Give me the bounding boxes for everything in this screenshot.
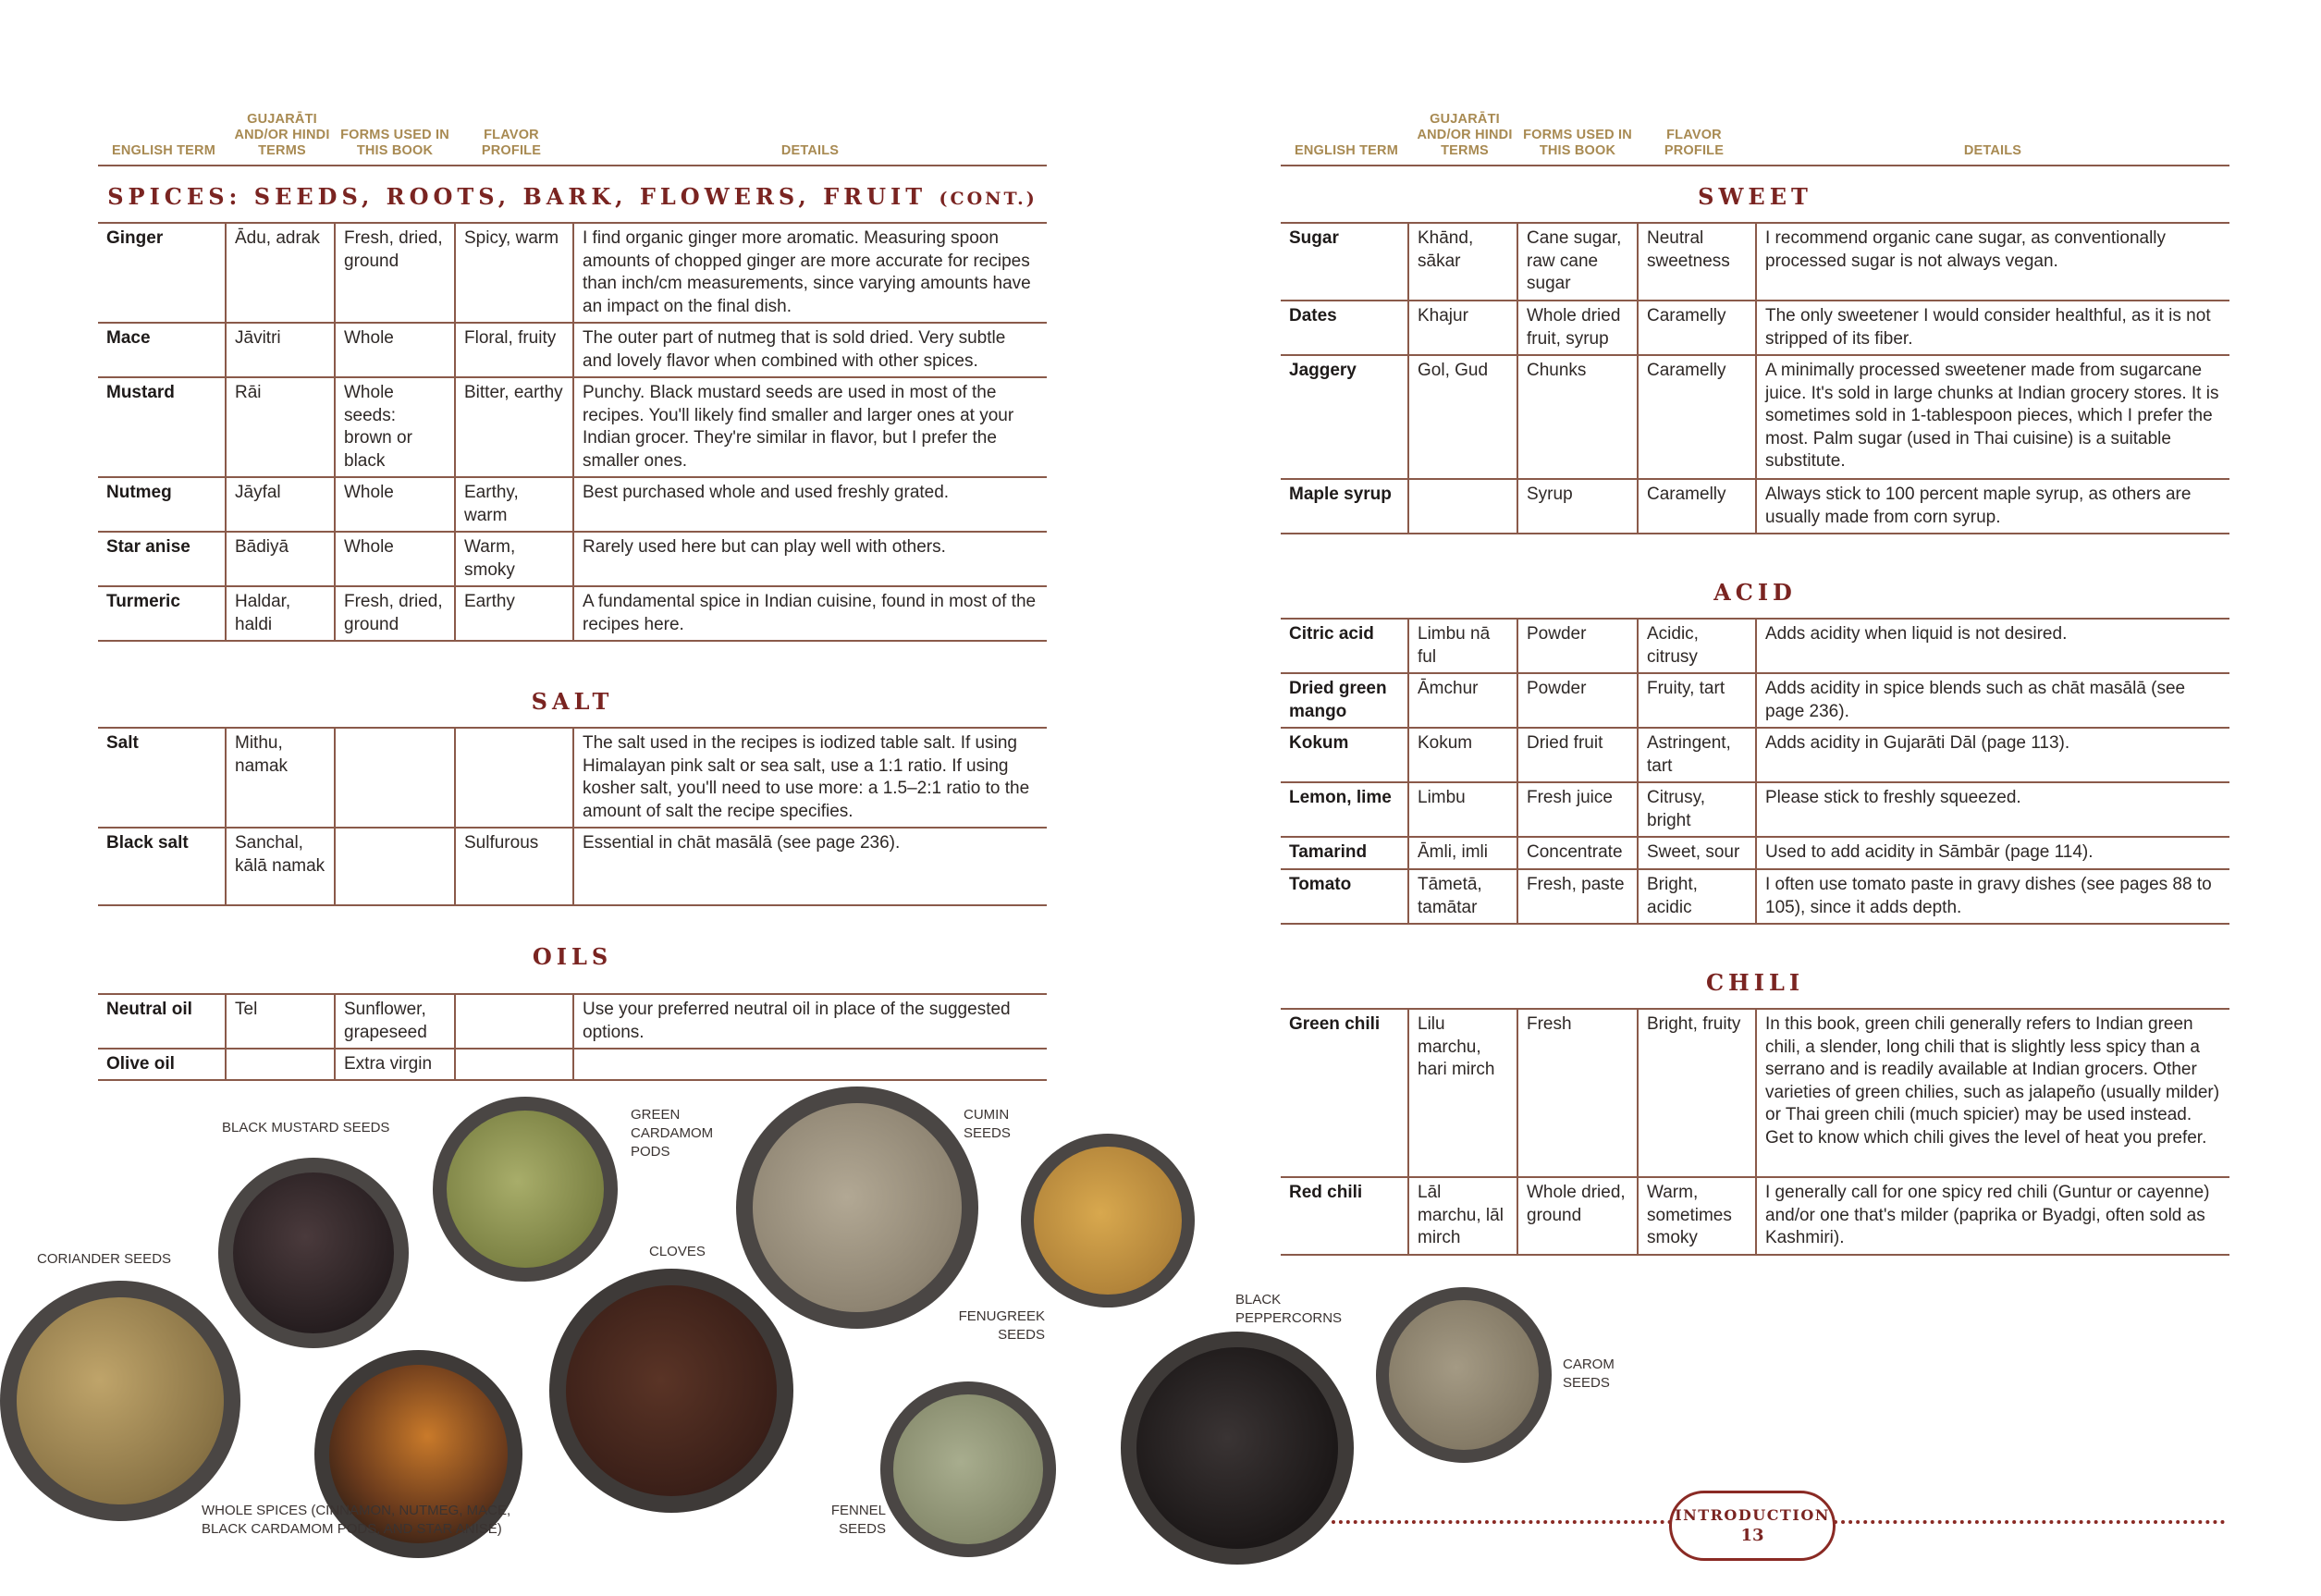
- spices-section-title: [98, 183, 1047, 210]
- cumin-seeds-label: CUMIN SEEDS: [964, 1107, 1011, 1141]
- footer-dotted-rule-left: [1332, 1520, 1672, 1524]
- term-cell: Mace: [98, 323, 226, 377]
- chili-section-title: CHILI: [1705, 969, 1805, 996]
- table-row: [1281, 673, 2229, 728]
- header-english-term: ENGLISH TERM: [1295, 143, 1398, 158]
- table-row: [98, 728, 1047, 828]
- table-row: [1281, 728, 2229, 782]
- flavor-cell: Warm, smoky: [455, 532, 573, 586]
- term-cell: Ginger: [98, 223, 226, 323]
- details-cell: Best purchased whole and used freshly grated.: [573, 477, 1047, 532]
- column-header-row: [1281, 109, 2229, 166]
- table-row: [98, 828, 1047, 905]
- column-header-row: [98, 109, 1047, 166]
- page-number: 13: [1740, 1526, 1764, 1545]
- black-peppercorns-label: BLACK PEPPERCORNS: [1235, 1292, 1343, 1326]
- forms-cell: [335, 728, 455, 828]
- flavor-cell: Sweet, sour: [1638, 837, 1756, 869]
- salt-table: [98, 727, 1047, 906]
- term-cell: Neutral oil: [98, 994, 226, 1049]
- hindi-cell: Sanchal, kālā namak: [226, 828, 335, 905]
- table-row: [98, 994, 1047, 1049]
- hindi-cell: [226, 1049, 335, 1080]
- table-row: [1281, 1177, 2229, 1255]
- hindi-cell: Bādiyā: [226, 532, 335, 586]
- details-cell: The only sweetener I would consider healthful, as it is not stripped of its fiber.: [1756, 301, 2229, 355]
- hindi-cell: Limbu nā ful: [1408, 619, 1517, 673]
- details-cell: Adds acidity in spice blends such as chāt masālā (see page 236).: [1756, 673, 2229, 728]
- flavor-cell: Earthy, warm: [455, 477, 573, 532]
- table-row: [1281, 869, 2229, 924]
- forms-cell: Whole: [335, 477, 455, 532]
- table-row: [1281, 837, 2229, 869]
- hindi-cell: Gol, Gud: [1408, 355, 1517, 479]
- flavor-cell: Spicy, warm: [455, 223, 573, 323]
- table-row: [98, 477, 1047, 532]
- fennel-seeds-label: FENNEL SEEDS: [830, 1503, 886, 1537]
- spices-title-cont: (CONT.): [939, 189, 1038, 209]
- hindi-cell: Mithu, namak: [226, 728, 335, 828]
- forms-cell: Chunks: [1517, 355, 1638, 479]
- table-row: [98, 323, 1047, 377]
- term-cell: Salt: [98, 728, 226, 828]
- section-name: INTRODUCTION: [1675, 1506, 1830, 1524]
- hindi-cell: Kokum: [1408, 728, 1517, 782]
- carom-seeds-label: CAROM SEEDS: [1563, 1357, 1615, 1391]
- details-cell: The outer part of nutmeg that is sold dried. Very subtle and lovely flavor when combined with other spices.: [573, 323, 1047, 377]
- left-page: [0, 0, 1160, 1596]
- details-cell: Punchy. Black mustard seeds are used in most of the recipes. You'll likely find smaller and larger ones at your Indian grocer. They're similar in flavor, but I prefer the smaller ones.: [573, 377, 1047, 477]
- flavor-cell: Fruity, tart: [1638, 673, 1756, 728]
- term-cell: Kokum: [1281, 728, 1408, 782]
- flavor-cell: Caramelly: [1638, 301, 1756, 355]
- term-cell: Red chili: [1281, 1177, 1408, 1255]
- acid-section-title: ACID: [1713, 579, 1797, 606]
- table-row: [1281, 355, 2229, 479]
- flavor-cell: Bitter, earthy: [455, 377, 573, 477]
- term-cell: Star anise: [98, 532, 226, 586]
- forms-cell: Whole: [335, 323, 455, 377]
- hindi-cell: Ādu, adrak: [226, 223, 335, 323]
- term-cell: Mustard: [98, 377, 226, 477]
- green-cardamom-pods-label: GREEN CARDAMOM PODS: [631, 1107, 714, 1160]
- forms-cell: Powder: [1517, 673, 1638, 728]
- forms-cell: Concentrate: [1517, 837, 1638, 869]
- hindi-cell: Āmchur: [1408, 673, 1517, 728]
- details-cell: A fundamental spice in Indian cuisine, found in most of the recipes here.: [573, 586, 1047, 641]
- details-cell: Always stick to 100 percent maple syrup, as others are usually made from corn syrup.: [1756, 479, 2229, 534]
- forms-cell: Fresh, paste: [1517, 869, 1638, 924]
- details-cell: I often use tomato paste in gravy dishes (see pages 88 to 105), since it adds depth.: [1756, 869, 2229, 924]
- forms-cell: Whole: [335, 532, 455, 586]
- term-cell: Tomato: [1281, 869, 1408, 924]
- sweet-table: [1281, 222, 2229, 534]
- black-mustard-seeds-label: BLACK MUSTARD SEEDS: [222, 1120, 390, 1136]
- term-cell: Maple syrup: [1281, 479, 1408, 534]
- term-cell: Tamarind: [1281, 837, 1408, 869]
- term-cell: Dried green mango: [1281, 673, 1408, 728]
- forms-cell: Whole dried fruit, syrup: [1517, 301, 1638, 355]
- section-page-badge: [1669, 1491, 1836, 1561]
- table-row: [1281, 782, 2229, 837]
- details-cell: In this book, green chili generally refers to Indian green chili, a slender, long chili that is slightly less spicy than a serrano and is readily available at Indian grocers. Other varieties of green chilies, such as jalapeño (usually milder) or Thai green chili (much spicier) may be used instead. Get to know which chili gives the level of heat you prefer.: [1756, 1009, 2229, 1177]
- spices-table: [98, 222, 1047, 642]
- flavor-cell: Acidic, citrusy: [1638, 619, 1756, 673]
- cumin-seeds-bowl: [736, 1087, 978, 1329]
- table-row: [98, 1049, 1047, 1080]
- carom-seeds-bowl: [1376, 1287, 1552, 1463]
- hindi-cell: Jāvitri: [226, 323, 335, 377]
- acid-table: [1281, 618, 2229, 925]
- flavor-cell: [455, 1049, 573, 1080]
- details-cell: I recommend organic cane sugar, as conventionally processed sugar is not always vegan.: [1756, 223, 2229, 301]
- black-mustard-seeds-bowl: [218, 1158, 409, 1348]
- forms-cell: Whole dried, ground: [1517, 1177, 1638, 1255]
- details-cell: Please stick to freshly squeezed.: [1756, 782, 2229, 837]
- forms-cell: Sunflower, grapeseed: [335, 994, 455, 1049]
- term-cell: Olive oil: [98, 1049, 226, 1080]
- flavor-cell: Neutral sweetness: [1638, 223, 1756, 301]
- term-cell: Sugar: [1281, 223, 1408, 301]
- details-cell: [573, 1049, 1047, 1080]
- term-cell: Dates: [1281, 301, 1408, 355]
- term-cell: Nutmeg: [98, 477, 226, 532]
- hindi-cell: [1408, 479, 1517, 534]
- details-cell: I find organic ginger more aromatic. Measuring spoon amounts of chopped ginger are more accurate for recipes than inch/cm measurements, since varying amounts have an impact on the final dish.: [573, 223, 1047, 323]
- hindi-cell: Lilu marchu, hari mirch: [1408, 1009, 1517, 1177]
- forms-cell: Fresh, dried, ground: [335, 223, 455, 323]
- forms-cell: Whole seeds: brown or black: [335, 377, 455, 477]
- header-flavor-profile: FLAVOR PROFILE: [1664, 128, 1725, 158]
- flavor-cell: Earthy: [455, 586, 573, 641]
- term-cell: Lemon, lime: [1281, 782, 1408, 837]
- details-cell: Use your preferred neutral oil in place of the suggested options.: [573, 994, 1047, 1049]
- table-row: [98, 377, 1047, 477]
- cloves-bowl: [549, 1269, 793, 1513]
- header-details: DETAILS: [780, 143, 840, 158]
- flavor-cell: Warm, sometimes smoky: [1638, 1177, 1756, 1255]
- forms-cell: Fresh: [1517, 1009, 1638, 1177]
- header-forms-used: FORMS USED IN THIS BOOK: [1523, 128, 1632, 158]
- right-page: [1160, 0, 2321, 1596]
- header-gujarati-terms: GUJARĀTI AND/OR HINDI TERMS: [1417, 112, 1513, 158]
- table-row: [98, 532, 1047, 586]
- table-row: [1281, 1009, 2229, 1177]
- table-row: [98, 586, 1047, 641]
- table-row: [1281, 619, 2229, 673]
- flavor-cell: [455, 994, 573, 1049]
- forms-cell: Fresh juice: [1517, 782, 1638, 837]
- oils-section-title: OILS: [532, 943, 613, 970]
- spices-title-text: SPICES: SEEDS, ROOTS, BARK, FLOWERS, FRUIT: [107, 183, 927, 210]
- hindi-cell: Tāmetā, tamātar: [1408, 869, 1517, 924]
- forms-cell: Powder: [1517, 619, 1638, 673]
- flavor-cell: Caramelly: [1638, 479, 1756, 534]
- footer-dotted-rule-right: [1834, 1520, 2225, 1524]
- header-flavor-profile: FLAVOR PROFILE: [481, 128, 542, 158]
- coriander-seeds-label: CORIANDER SEEDS: [37, 1251, 172, 1267]
- hindi-cell: Khānd, sākar: [1408, 223, 1517, 301]
- hindi-cell: Haldar, haldi: [226, 586, 335, 641]
- flavor-cell: Astringent, tart: [1638, 728, 1756, 782]
- fennel-seeds-bowl: [880, 1381, 1056, 1557]
- table-row: [1281, 479, 2229, 534]
- sweet-section-title: SWEET: [1698, 183, 1812, 210]
- whole-spices-label: WHOLE SPICES (CINNAMON, NUTMEG, MACE, BLACK CARDAMOM PODS, AND STAR ANISE): [202, 1503, 511, 1537]
- details-cell: Rarely used here but can play well with others.: [573, 532, 1047, 586]
- forms-cell: Cane sugar, raw cane sugar: [1517, 223, 1638, 301]
- forms-cell: Fresh, dried, ground: [335, 586, 455, 641]
- hindi-cell: Jāyfal: [226, 477, 335, 532]
- details-cell: The salt used in the recipes is iodized table salt. If using Himalayan pink salt or sea salt, use a 1:1 ratio. If using kosher salt, you'll need to use more: a 1.5–2:1 ratio to the amount of salt the recipe specifies.: [573, 728, 1047, 828]
- flavor-cell: Bright, fruity: [1638, 1009, 1756, 1177]
- details-cell: I generally call for one spicy red chili (Guntur or cayenne) and/or one that's milder (paprika or Byadgi, often sold as Kashmiri).: [1756, 1177, 2229, 1255]
- hindi-cell: Rāi: [226, 377, 335, 477]
- table-row: [98, 223, 1047, 323]
- details-cell: Used to add acidity in Sāmbār (page 114).: [1756, 837, 2229, 869]
- term-cell: Black salt: [98, 828, 226, 905]
- details-cell: Essential in chāt masālā (see page 236).: [573, 828, 1047, 905]
- hindi-cell: Limbu: [1408, 782, 1517, 837]
- term-cell: Turmeric: [98, 586, 226, 641]
- coriander-seeds-bowl: [0, 1281, 240, 1521]
- header-forms-used: FORMS USED IN THIS BOOK: [340, 128, 449, 158]
- table-row: [1281, 301, 2229, 355]
- cloves-label: CLOVES: [649, 1244, 706, 1259]
- table-row: [1281, 223, 2229, 301]
- forms-cell: [335, 828, 455, 905]
- forms-cell: Dried fruit: [1517, 728, 1638, 782]
- salt-section-title: SALT: [531, 688, 614, 715]
- term-cell: Green chili: [1281, 1009, 1408, 1177]
- forms-cell: Extra virgin: [335, 1049, 455, 1080]
- header-english-term: ENGLISH TERM: [112, 143, 215, 158]
- flavor-cell: Floral, fruity: [455, 323, 573, 377]
- oils-table: [98, 993, 1047, 1081]
- flavor-cell: Citrusy, bright: [1638, 782, 1756, 837]
- forms-cell: Syrup: [1517, 479, 1638, 534]
- flavor-cell: Bright, acidic: [1638, 869, 1756, 924]
- flavor-cell: Caramelly: [1638, 355, 1756, 479]
- hindi-cell: Āmli, imli: [1408, 837, 1517, 869]
- term-cell: Citric acid: [1281, 619, 1408, 673]
- black-peppercorns-bowl: [1121, 1332, 1354, 1565]
- flavor-cell: [455, 728, 573, 828]
- flavor-cell: Sulfurous: [455, 828, 573, 905]
- green-cardamom-pods-bowl: [433, 1097, 618, 1282]
- details-cell: Adds acidity when liquid is not desired.: [1756, 619, 2229, 673]
- chili-table: [1281, 1008, 2229, 1256]
- hindi-cell: Lāl marchu, lāl mirch: [1408, 1177, 1517, 1255]
- details-cell: Adds acidity in Gujarāti Dāl (page 113).: [1756, 728, 2229, 782]
- hindi-cell: Tel: [226, 994, 335, 1049]
- header-details: DETAILS: [1963, 143, 2022, 158]
- term-cell: Jaggery: [1281, 355, 1408, 479]
- hindi-cell: Khajur: [1408, 301, 1517, 355]
- fenugreek-seeds-label: FENUGREEK SEEDS: [958, 1308, 1045, 1343]
- header-gujarati-terms: GUJARĀTI AND/OR HINDI TERMS: [234, 112, 330, 158]
- details-cell: A minimally processed sweetener made from sugarcane juice. It's sold in large chunks at Indian grocery stores. It is sometimes sold in 1-tablespoon pieces, which I prefer the most. Palm sugar (used in Thai cuisine) is a suitable substitute.: [1756, 355, 2229, 479]
